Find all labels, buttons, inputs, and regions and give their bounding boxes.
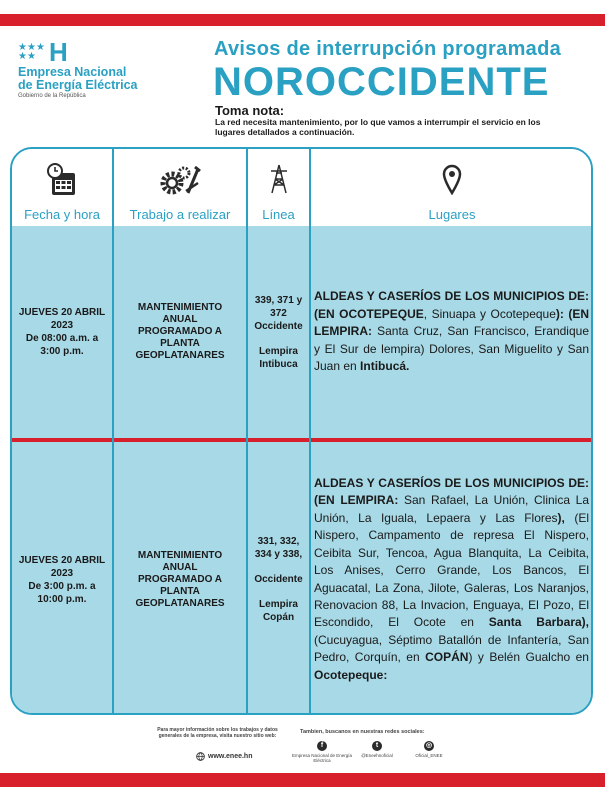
row2-fecha <box>12 442 112 715</box>
fecha-line: 10:00 p.m. <box>37 593 87 605</box>
lugares-segment: (Cucuyagua, Séptimo Batallón de Infantería, San Pedro, Corquín, en <box>314 632 589 665</box>
map-pin-icon <box>441 163 463 195</box>
linea-line <box>254 561 302 573</box>
social-title: Tambien, buscanos en nuestras redes sociales: <box>300 729 425 735</box>
header-fecha-label: Fecha y hora <box>24 207 100 222</box>
note-text: La red necesita mantenimiento, por lo que vamos a interrumpir el servicio en los lugares detallados a continuación. <box>215 117 541 137</box>
lugares-segment: ALDEAS Y CASERÍOS DE LOS MUNICIPIOS DE: (EN LEMPIRA: <box>314 476 589 508</box>
row1-linea <box>248 226 309 438</box>
lugares-segment: en <box>343 359 361 374</box>
table-row <box>12 442 591 715</box>
linea-line: 334 y 338, <box>254 549 303 560</box>
logo-name-line1: Empresa Nacional <box>18 65 127 79</box>
linea-line: Occidente <box>254 320 303 332</box>
calendar-clock-icon <box>47 163 77 197</box>
lugares-segment: San Rafael, La Unión, Clinica La Unión, La Iguala, Lepaera y Las Flores <box>314 493 590 525</box>
fecha-line: JUEVES 20 ABRIL <box>18 307 106 318</box>
lugares-segment: ), <box>557 510 565 525</box>
header-lugares-label: Lugares <box>428 207 476 222</box>
column-divider <box>246 149 248 713</box>
header-lugares <box>311 149 593 226</box>
lugares-segment: Ocotepeque: <box>314 667 388 682</box>
instagram-icon: ◎ <box>425 742 433 749</box>
lugares-segment: ALDEAS Y CASERÍOS DE LOS MUNICIPIOS DE: (EN OCOTEPEQUE <box>314 289 589 321</box>
logo-subtitle: Gobierno de la República <box>18 93 86 99</box>
fecha-line: 3:00 p.m. <box>40 346 84 357</box>
outage-table <box>10 147 593 715</box>
fecha-line: JUEVES 20 ABRIL <box>18 554 106 566</box>
region-title: NOROCCIDENTE <box>213 60 550 104</box>
trabajo-line: PROGRAMADO A PLANTA <box>137 573 223 597</box>
website-text: www.enee.hn <box>208 753 253 760</box>
trabajo-line: GEOPLATANARES <box>135 350 225 361</box>
fecha-line: 2023 <box>50 320 74 331</box>
trabajo-line: MANTENIMIENTO ANUAL <box>137 549 223 573</box>
lugares-segment: , Sinuapa y Ocotepeque <box>423 306 556 321</box>
header-linea <box>248 149 309 226</box>
lugares-text <box>314 288 589 375</box>
table-row <box>12 226 591 438</box>
stars-icon: ★ ★ ★ ★ ★ <box>18 42 45 62</box>
linea-line: Copán <box>262 612 295 623</box>
lugares-segment: COPÁN <box>425 650 469 665</box>
row1-fecha <box>12 226 112 438</box>
linea-line: 372 <box>270 307 287 319</box>
lugares-segment: ) y Belén Gualcho en <box>468 650 589 665</box>
row-separator <box>12 438 591 442</box>
row2-lugares <box>311 442 593 715</box>
header-trabajo <box>114 149 246 226</box>
header-linea-label: Línea <box>262 207 295 222</box>
footer-info: Para mayor información sobre los trabajos y datos generales de la empresa, visita nuestro sitio web: <box>157 727 278 739</box>
trabajo-line: PROGRAMADO A PLANTA <box>137 326 223 349</box>
twitter-label: @Eneehnoficial <box>361 753 393 758</box>
facebook-label: Empresa Nacional de Energía Eléctrica <box>291 753 353 763</box>
twitter-icon: t <box>372 741 382 751</box>
linea-line: Lempira <box>259 599 298 610</box>
website-link[interactable] <box>196 752 252 761</box>
social-instagram[interactable] <box>394 741 464 758</box>
row2-trabajo <box>114 442 246 715</box>
lugares-segment: ): (EN LEMPIRA: <box>314 306 589 339</box>
linea-line <box>254 333 302 345</box>
lugares-segment: Santa Cruz, San Francisco, Erandique y El Sur de lempira) Dolores, San Miguelito y San Juan <box>314 324 589 374</box>
logo-h-icon: H <box>49 37 68 67</box>
linea-line <box>254 586 302 598</box>
row1-trabajo <box>114 226 246 438</box>
logo-name-line2: de Energía Eléctrica <box>18 78 138 92</box>
lugares-segment: Santa Barbara), <box>488 615 589 630</box>
gears-tools-icon <box>158 163 202 197</box>
fecha-line: 2023 <box>50 567 74 579</box>
lugares-text <box>314 475 589 684</box>
top-red-bar <box>0 14 605 26</box>
trabajo-line: GEOPLATANARES <box>135 597 225 609</box>
fecha-line: De 08:00 a.m. a <box>25 333 99 344</box>
lugares-segment: (El Nispero, Campamento de represa El Nispero, Ceibita Sur, Tencoa, Agua Blanquita, La Ceibita, Los Anises, Cerro Grande, Los Bancos, El Aguacatal, La Zona, Jilote, Galeras, Los Naranjos, Renovacion 88, La Invacion, Enguaya, El Pozo, El Escondido, El Ocote en <box>314 510 590 630</box>
fecha-line: De 3:00 p.m. a <box>28 580 96 592</box>
globe-icon <box>196 752 205 761</box>
trabajo-line: MANTENIMIENTO ANUAL <box>137 302 223 325</box>
linea-line: 339, 371 y <box>254 294 303 306</box>
note-title: Toma nota: <box>215 103 285 118</box>
linea-line: Lempira <box>259 345 298 357</box>
table-header <box>12 149 591 226</box>
enee-logo <box>18 37 198 99</box>
page-title: Avisos de interrupción programada <box>214 38 562 60</box>
row2-linea <box>248 442 309 715</box>
instagram-label: Oficial_ENEE <box>415 753 443 758</box>
row1-lugares <box>311 226 593 438</box>
linea-line: Intibuca <box>259 358 298 370</box>
header-trabajo-label: Trabajo a realizar <box>129 207 231 222</box>
bottom-red-bar <box>0 773 605 787</box>
lugares-segment: Intibucá. <box>360 359 410 374</box>
header-fecha <box>12 149 112 226</box>
power-tower-icon <box>268 163 290 195</box>
column-divider <box>112 149 114 713</box>
column-divider <box>309 149 311 713</box>
linea-line: Occidente <box>254 574 303 585</box>
facebook-icon: f <box>317 741 327 751</box>
linea-line: 331, 332, <box>257 536 300 547</box>
